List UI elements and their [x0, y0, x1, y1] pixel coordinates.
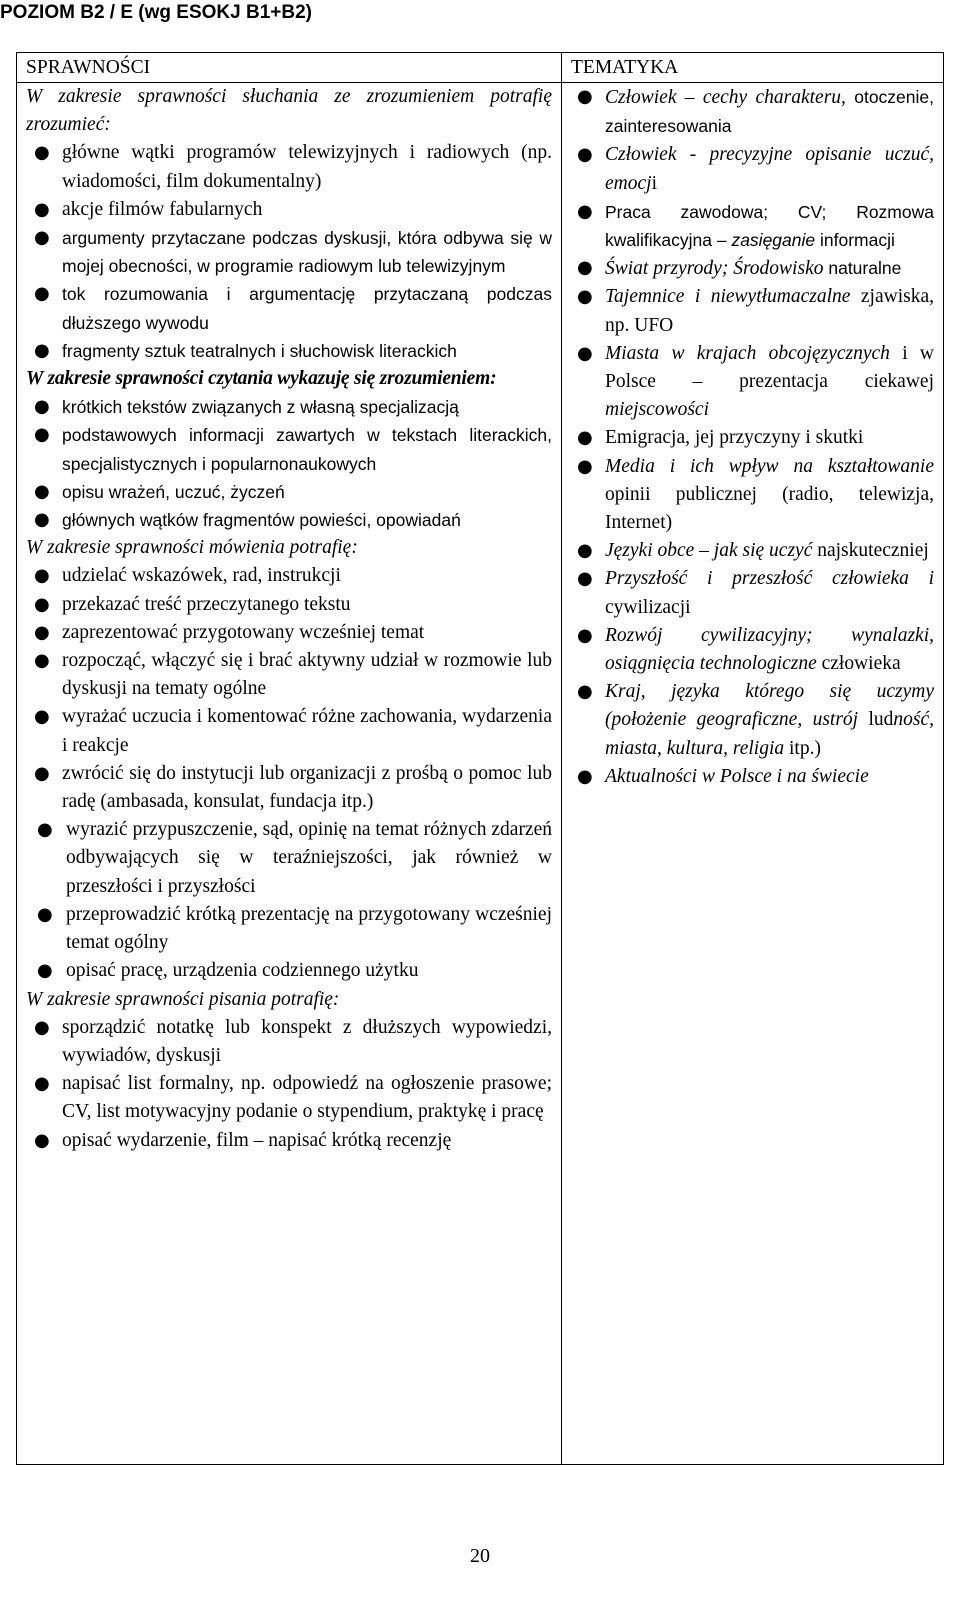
list-item: ● wyrażać uczucia i komentować różne zachowania, wydarzenia i reakcje [26, 703, 552, 759]
list-item: ● sporządzić notatkę lub konspekt z dłuższych wypowiedzi, wywiadów, dyskusji [26, 1014, 552, 1070]
list-item: ● przekazać treść przeczytanego tekstu [26, 591, 552, 619]
bullet-icon: ● [34, 142, 50, 164]
list-item: ● rozpocząć, włączyć się i brać aktywny udział w rozmowie lub dyskusji na tematy ogólne [26, 647, 552, 703]
bullet-icon: ● [577, 144, 593, 166]
bullet-icon: ● [34, 283, 50, 305]
list-item: ● zwrócić się do instytucji lub organizacji z prośbą o pomoc lub radę (ambasada, konsulat, fundacja itp.) [26, 760, 552, 816]
listening-heading: W zakresie sprawności słuchania ze zrozumieniem potrafię zrozumieć: [26, 86, 552, 136]
topics-list [571, 83, 934, 791]
speaking-list [26, 562, 552, 985]
topic-item: ● Rozwój cywilizacyjny; wynalazki, osiągnięcia technologiczne człowieka [571, 622, 934, 678]
bullet-icon: ● [34, 424, 50, 446]
bullet-icon: ● [577, 540, 593, 562]
bullet-icon: ● [577, 681, 593, 703]
topic-item: ● Emigracja, jej przyczyny i skutki [571, 424, 934, 452]
bullet-icon: ● [34, 396, 50, 418]
list-item: ● przeprowadzić krótką prezentację na przygotowany wcześniej temat ogólny [26, 901, 552, 957]
table-header-row [17, 53, 944, 83]
bullet-icon: ● [577, 200, 593, 222]
topics-cell [562, 83, 944, 1465]
list-item: ● opisu wrażeń, uczuć, życzeń [26, 478, 552, 506]
bullet-icon: ● [34, 480, 50, 502]
bullet-icon: ● [577, 568, 593, 590]
writing-heading: W zakresie sprawności pisania potrafię: [26, 988, 340, 1010]
bullet-icon: ● [34, 621, 50, 643]
bullet-icon: ● [34, 1129, 50, 1151]
list-item: ● podstawowych informacji zawartych w tekstach literackich, specjalistycznych i popularnonaukowych [26, 421, 552, 477]
list-item: ● głównych wątków fragmentów powieści, opowiadań [26, 506, 552, 534]
list-item: ● fragmenty sztuk teatralnych i słuchowisk literackich [26, 337, 552, 365]
bullet-icon: ● [34, 593, 50, 615]
bullet-icon: ● [34, 198, 50, 220]
reading-list [26, 393, 552, 534]
page-heading: POZIOM B2 / E (wg ESOKJ B1+B2) [0, 2, 312, 23]
column-header-skills: SPRAWNOŚCI [17, 53, 562, 83]
listening-list [26, 139, 552, 365]
list-item: ● argumenty przytaczane podczas dyskusji, która odbywa się w mojej obecności, w programie radiowym lub telewizyjnym [26, 224, 552, 280]
bullet-icon: ● [577, 624, 593, 646]
bullet-icon: ● [34, 1016, 50, 1038]
bullet-icon: ● [37, 819, 53, 841]
bullet-icon: ● [34, 650, 50, 672]
bullet-icon: ● [37, 903, 53, 925]
list-item: ● akcje filmów fabularnych [26, 196, 552, 224]
list-item: ● opisać pracę, urządzenia codziennego użytku [26, 957, 552, 985]
list-item: ● główne wątki programów telewizyjnych i radiowych (np. wiadomości, film dokumentalny) [26, 139, 552, 195]
skills-cell [17, 83, 562, 1465]
topic-item: ● Człowiek - precyzyjne opisanie uczuć, emocji [571, 141, 934, 197]
speaking-heading: W zakresie sprawności mówienia potrafię: [26, 537, 358, 559]
list-item: ● tok rozumowania i argumentację przytaczaną podczas dłuższego wywodu [26, 280, 552, 336]
bullet-icon: ● [34, 1073, 50, 1095]
list-item: ● wyrazić przypuszczenie, sąd, opinię na temat różnych zdarzeń odbywających się w teraźniejszości, jak również w przeszłości i przyszłości [26, 816, 552, 901]
bullet-icon: ● [577, 765, 593, 787]
list-item: ● krótkich tekstów związanych z własną specjalizacją [26, 393, 552, 421]
list-item: ● zaprezentować przygotowany wcześniej temat [26, 619, 552, 647]
bullet-icon: ● [37, 960, 53, 982]
bullet-icon: ● [577, 342, 593, 364]
bullet-icon: ● [577, 257, 593, 279]
topic-item: ● Aktualności w Polsce i na świecie [571, 763, 934, 791]
list-item: ● udzielać wskazówek, rad, instrukcji [26, 562, 552, 590]
topic-item: ● Człowiek – cechy charakteru, otoczenie, zainteresowania [571, 83, 934, 141]
skills-table [16, 52, 944, 1465]
writing-list [26, 1014, 552, 1155]
bullet-icon: ● [577, 86, 593, 107]
table-content-row [17, 83, 944, 1465]
bullet-icon: ● [34, 762, 50, 784]
bullet-icon: ● [577, 427, 593, 449]
reading-heading: W zakresie sprawności czytania wykazuję się zrozumieniem: [26, 368, 497, 390]
bullet-icon: ● [34, 565, 50, 587]
list-item: ● napisać list formalny, np. odpowiedź na ogłoszenie prasowe; CV, list motywacyjny podanie o stypendium, praktykę i pracę [26, 1070, 552, 1126]
bullet-icon: ● [34, 706, 50, 728]
topic-item: ● Kraj, języka którego się uczymy (położenie geograficzne, ustrój ludność, miasta, kultura, religia itp.) [571, 678, 934, 763]
topic-item: ● Przyszłość i przeszłość człowieka i cywilizacji [571, 565, 934, 621]
topic-item: ● Miasta w krajach obcojęzycznych i w Polsce – prezentacja ciekawej miejscowości [571, 340, 934, 425]
column-header-topics: TEMATYKA [562, 53, 944, 83]
topic-item: ● Praca zawodowa; CV; Rozmowa kwalifikacyjna – zasięganie informacji [571, 198, 934, 254]
bullet-icon: ● [34, 509, 50, 531]
topic-item: ● Języki obce – jak się uczyć najskuteczniej [571, 537, 934, 565]
bullet-icon: ● [34, 227, 50, 249]
page-number: 20 [470, 1545, 490, 1567]
bullet-icon: ● [34, 339, 50, 361]
topic-item: ● Media i ich wpływ na kształtowanie opinii publicznej (radio, telewizja, Internet) [571, 453, 934, 538]
bullet-icon: ● [577, 455, 593, 477]
topic-item: ● Świat przyrody; Środowisko naturalne [571, 254, 934, 283]
bullet-icon: ● [577, 286, 593, 308]
list-item: ● opisać wydarzenie, film – napisać krótką recenzję [26, 1127, 552, 1155]
topic-item: ● Tajemnice i niewytłumaczalne zjawiska, np. UFO [571, 283, 934, 339]
